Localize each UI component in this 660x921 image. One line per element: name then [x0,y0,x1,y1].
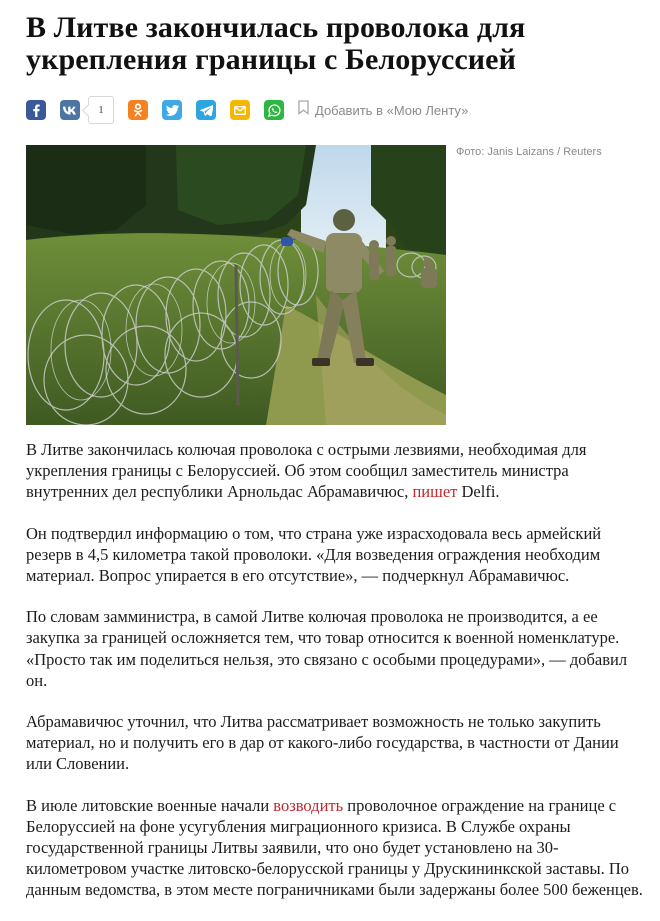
paragraph-text: проволочное ограждение на границе с Белоруссией на фоне усугубления миграционного кризиса. В Службе охраны государственной границы Литвы заявили, что оно будет установлено на 30-километровом участке литовско-белорусской границы у Друскининкской заставы. По данным ведомства, в этом месте пограничниками были задержаны более 500 беженцев. [26,795,643,900]
article-headline: В Литве закончилась проволока для укрепления границы с Белоруссией [26,11,526,76]
article-paragraph [26,439,646,503]
photo-credit: Фото: Janis Laizans / Reuters [456,146,602,158]
paragraph-text: Delfi. [457,482,500,502]
whatsapp-icon[interactable] [264,100,284,120]
share-bar [26,95,468,125]
paragraph-text: В июле литовские военные начали [26,795,274,815]
source-link[interactable]: пишет [412,482,458,502]
add-to-my-feed-button[interactable] [298,100,468,120]
odnoklassniki-icon[interactable] [128,100,148,120]
related-article-link[interactable]: возводить [273,795,344,815]
article-paragraph: По словам замминистра, в самой Литве колючая проволока не производится, а ее закупка за границей осложняется тем, что товар относится к военной номенклатуре. «Просто так им поделиться нельзя, это связано с особыми процедурами», — добавил он. [26,607,628,690]
vk-share-group [60,96,114,124]
telegram-icon[interactable] [196,100,216,120]
article-body [26,439,646,921]
vk-share-count: 1 [88,96,114,124]
twitter-icon[interactable] [162,100,182,120]
paragraph-text: В Литве закончилась колючая проволока с острыми лезвиями, необходимая для укрепления границы с Белоруссией. Об этом сообщил заместитель министра внутренних дел республики Арнольдас Абрамавичюс, [26,440,587,502]
facebook-icon[interactable] [26,100,46,120]
bookmark-icon [298,100,309,120]
article-photo [26,145,446,425]
article-paragraph: Он подтвердил информацию о том, что страна уже израсходовала весь армейский резерв в 4,5 километра такой проволоки. «Для возведения ограждения необходим материал. Вопрос упирается в его отсутствие», — подчеркнул Абрамавичюс. [26,523,602,586]
article-paragraph: Абрамавичюс уточнил, что Литва рассматривает возможность не только закупить материал, но и получить его в дар от какого-либо государства, в частности от Дании или Словении. [26,712,619,774]
article-paragraph [26,795,646,901]
mail-icon[interactable] [230,100,250,120]
vk-icon[interactable] [60,100,80,120]
bookmark-label: Добавить в «Мою Ленту» [315,102,469,118]
